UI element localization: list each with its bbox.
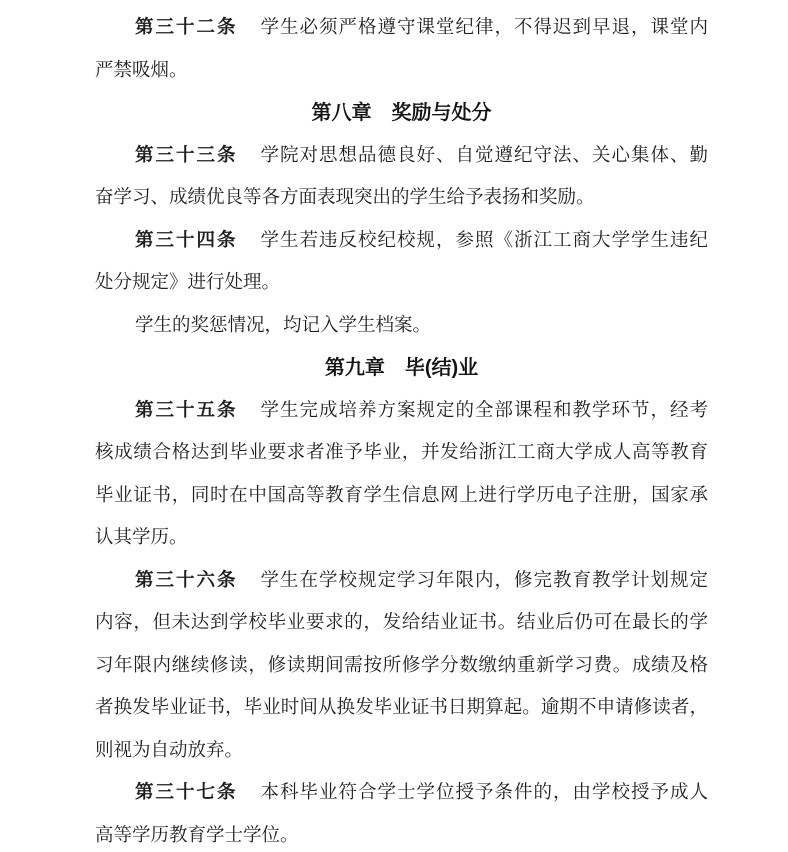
line-text: 学院对思想品德良好、自觉遵纪守法、关心集体、勤: [260, 145, 708, 166]
chapter-heading-9: 第九章 毕(结)业: [324, 357, 479, 379]
article-number: 第三十二条: [135, 18, 238, 38]
text-line-article-36: [95, 560, 708, 603]
article-number: 第三十六条: [135, 570, 238, 591]
line-text: 习年限内继续修读，修读期间需按所修学分数缴纳重新学习费。成绩及格: [95, 655, 708, 676]
line-text: 奋学习、成绩优良等各方面表现突出的学生给予表扬和奖励。: [95, 188, 595, 208]
text-line: [95, 432, 708, 475]
article-number: 第三十三条: [135, 145, 238, 166]
text-line: [95, 815, 708, 852]
line-text: 内容，但未达到学校毕业要求的，发给结业证书。结业后仍可在最长的学: [95, 613, 708, 633]
chapter-heading-8: 第八章 奖励与处分: [311, 102, 492, 124]
line-text: 学生的奖惩情况，均记入学生档案。: [135, 315, 432, 336]
text-line: [95, 262, 708, 305]
text-line: [95, 602, 708, 645]
line-text: 学生在学校规定学习年限内，修完教育教学计划规定: [260, 570, 708, 591]
line-text: 学生完成培养方案规定的全部课程和教学环节，经考: [260, 400, 708, 421]
text-line: [95, 305, 708, 348]
text-line: [95, 645, 708, 688]
line-text: 者换发毕业证书，毕业时间从换发毕业证书日期算起。逾期不申请修读者，: [95, 698, 708, 718]
text-line-article-37: [95, 772, 708, 815]
line-text: 认其学历。: [95, 528, 188, 548]
text-line-article-33: [95, 135, 708, 178]
text-line-article-35: [95, 390, 708, 433]
line-text: 高等学历教育学士学位。: [95, 825, 299, 846]
line-text: 学生若违反校纪校规，参照《浙江工商大学学生违纪: [260, 230, 708, 251]
text-line: [95, 475, 708, 518]
text-line-article-34: [95, 220, 708, 263]
article-number: 第三十七条: [135, 783, 238, 803]
article-number: 第三十四条: [135, 230, 238, 251]
text-line: [95, 50, 708, 93]
text-line: [95, 730, 708, 773]
line-text: 处分规定》进行处理。: [95, 273, 281, 293]
article-number: 第三十五条: [135, 400, 238, 421]
line-text: 毕业证书，同时在中国高等教育学生信息网上进行学历电子注册，国家承: [95, 485, 708, 506]
text-line-article-32: [95, 7, 708, 50]
line-text: 严禁吸烟。: [95, 60, 188, 81]
line-text: 本科毕业符合学士学位授予条件的，由学校授予成人: [260, 783, 708, 803]
line-text: 学生必须严格遵守课堂纪律，不得迟到早退，课堂内: [260, 18, 708, 38]
text-line: [95, 687, 708, 730]
document-body: [95, 7, 708, 852]
text-line: [95, 177, 708, 220]
line-text: 核成绩合格达到毕业要求者准予毕业，并发给浙江工商大学成人高等教育: [95, 443, 708, 463]
text-line: [95, 517, 708, 560]
line-text: 则视为自动放弃。: [95, 740, 244, 761]
